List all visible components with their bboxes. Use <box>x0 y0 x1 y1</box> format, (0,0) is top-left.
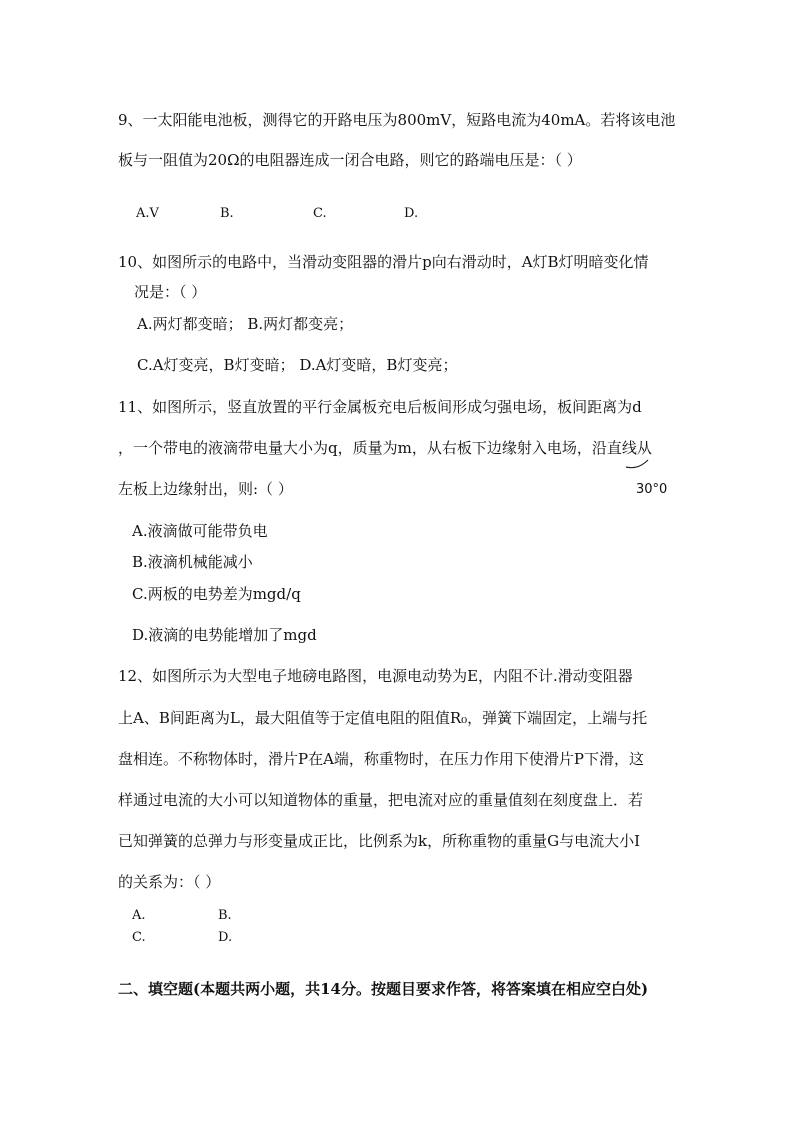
q10-options-cd: C.A灯变亮，B灯变暗； D.A灯变暗，B灯变亮； <box>137 356 458 374</box>
q11-option-a: A.液滴做可能带负电 <box>132 522 268 540</box>
q11-line-2: ，一个带电的液滴带电量大小为q，质量为m，从右板下边缘射入电场，沿直线从 <box>118 439 652 457</box>
q9-option-c: C. <box>313 206 327 221</box>
section-2-heading: 二、填空题(本题共两小题，共14分。按题目要求作答，将答案填在相应空白处) <box>118 980 649 998</box>
q12-option-a: A. <box>132 908 146 923</box>
q12-line-3: 盘相连。不称物体时，滑片P在A端，称重物时，在压力作用下使滑片P下滑，这 <box>118 750 645 768</box>
q12-option-b: B. <box>218 908 232 923</box>
q12-line-6: 的关系为：（ ） <box>118 873 221 891</box>
q9-option-b: B. <box>220 206 234 221</box>
q9-line-2: 板与一阻值为20Ω的电阻器连成一闭合电路，则它的路端电压是：（ ） <box>118 151 582 169</box>
q12-line-5: 已知弹簧的总弹力与形变量成正比，比例系为k，所称重物的重量G与电流大小I <box>118 832 641 850</box>
q10-options-ab: A.两灯都变暗； B.两灯都变亮； <box>137 315 354 333</box>
angle-arc-icon <box>624 458 652 470</box>
q12-option-c: C. <box>132 930 146 945</box>
q10-line-1: 10、如图所示的电路中，当滑动变阻器的滑片p向右滑动时，A灯B灯明暗变化情 <box>118 253 649 271</box>
q10-line-2: 况是：（ ） <box>134 283 207 301</box>
q9-option-a: A.V <box>136 206 159 221</box>
q11-line-3: 左板上边缘射出，则:（ ） <box>118 480 293 498</box>
q11-angle-label: 30°0 <box>636 482 668 497</box>
q12-line-2: 上A、B间距离为L，最大阻值等于定值电阻的阻值R₀，弹簧下端固定，上端与托 <box>118 709 648 727</box>
q9-line-1: 9、一太阳能电池板，测得它的开路电压为800mV，短路电流为40mA。若将该电池 <box>118 111 676 129</box>
q12-option-d: D. <box>218 930 233 945</box>
q12-line-1: 12、如图所示为大型电子地磅电路图，电源电动势为E，内阻不计.滑动变阻器 <box>118 667 633 685</box>
q11-line-1: 11、如图所示，竖直放置的平行金属板充电后板间形成匀强电场，板间距离为d <box>118 398 642 416</box>
q12-line-4: 样通过电流的大小可以知道物体的重量，把电流对应的重量值刻在刻度盘上．若 <box>118 791 644 809</box>
q9-option-d: D. <box>404 206 419 221</box>
q11-option-d: D.液滴的电势能增加了mgd <box>132 626 317 644</box>
q11-option-c: C.两板的电势差为mgd/q <box>132 585 301 603</box>
q11-option-b: B.液滴机械能减小 <box>132 553 253 571</box>
